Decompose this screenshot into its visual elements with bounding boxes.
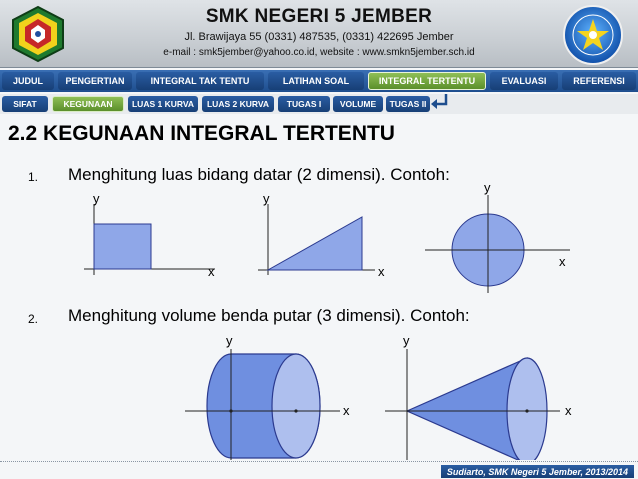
item-1-number: 1.: [28, 170, 39, 184]
subnav-kegunaan[interactable]: KEGUNAAN: [52, 96, 124, 112]
fig4-x-label: x: [343, 403, 350, 418]
fig3-y-label: y: [484, 180, 491, 195]
subnav-luas-2-kurva[interactable]: LUAS 2 KURVA: [202, 96, 274, 112]
return-arrow-icon[interactable]: [429, 92, 451, 112]
school-address: Jl. Brawijaya 55 (0331) 487535, (0331) 422695 Jember: [184, 31, 454, 43]
fig2-y-label: y: [263, 191, 270, 206]
fig3-x-label: x: [559, 254, 566, 269]
item-2-text: Menghitung volume benda putar (3 dimensi). Contoh:: [68, 306, 470, 325]
subnav-luas-1-kurva[interactable]: LUAS 1 KURVA: [128, 96, 198, 112]
footer-credit: Sudiarto, SMK Negeri 5 Jember, 2013/2014: [441, 465, 634, 478]
triangle-area-figure: [255, 200, 385, 280]
subnav-volume[interactable]: VOLUME: [333, 96, 383, 112]
nav-pengertian[interactable]: PENGERTIAN: [58, 72, 132, 90]
nav-judul[interactable]: JUDUL: [2, 72, 54, 90]
fig5-x-label: x: [565, 403, 572, 418]
nav-latihan-soal[interactable]: LATIHAN SOAL: [268, 72, 364, 90]
item-1-text: Menghitung luas bidang datar (2 dimensi). Contoh:: [68, 165, 450, 184]
cylinder-volume-figure: [175, 345, 350, 460]
page-title: 2.2 KEGUNAAN INTEGRAL TERTENTU: [8, 122, 395, 145]
nav-evaluasi[interactable]: EVALUASI: [490, 72, 558, 90]
fig5-y-label: y: [403, 333, 410, 348]
circle-area-figure: [425, 195, 575, 295]
school-name: SMK NEGERI 5 JEMBER: [205, 6, 433, 27]
nav-integral-tak-tentu[interactable]: INTEGRAL TAK TENTU: [136, 72, 264, 90]
fig4-y-label: y: [226, 333, 233, 348]
nav-referensi[interactable]: REFERENSI: [562, 72, 636, 90]
school-contact: e-mail : smk5jember@yahoo.co.id, website : www.smkn5jember.sch.id: [163, 47, 475, 58]
subnav-tugas-2[interactable]: TUGAS II: [386, 96, 430, 112]
fig1-x-label: x: [208, 264, 215, 279]
fig1-y-label: y: [93, 191, 100, 206]
item-2-number: 2.: [28, 312, 39, 326]
subnav-sifat[interactable]: SIFAT: [2, 96, 48, 112]
fig2-x-label: x: [378, 264, 385, 279]
footer-divider: [0, 461, 638, 463]
cone-volume-figure: [380, 345, 570, 460]
nav-integral-tertentu[interactable]: INTEGRAL TERTENTU: [368, 72, 486, 90]
subnav-tugas-1[interactable]: TUGAS I: [278, 96, 330, 112]
